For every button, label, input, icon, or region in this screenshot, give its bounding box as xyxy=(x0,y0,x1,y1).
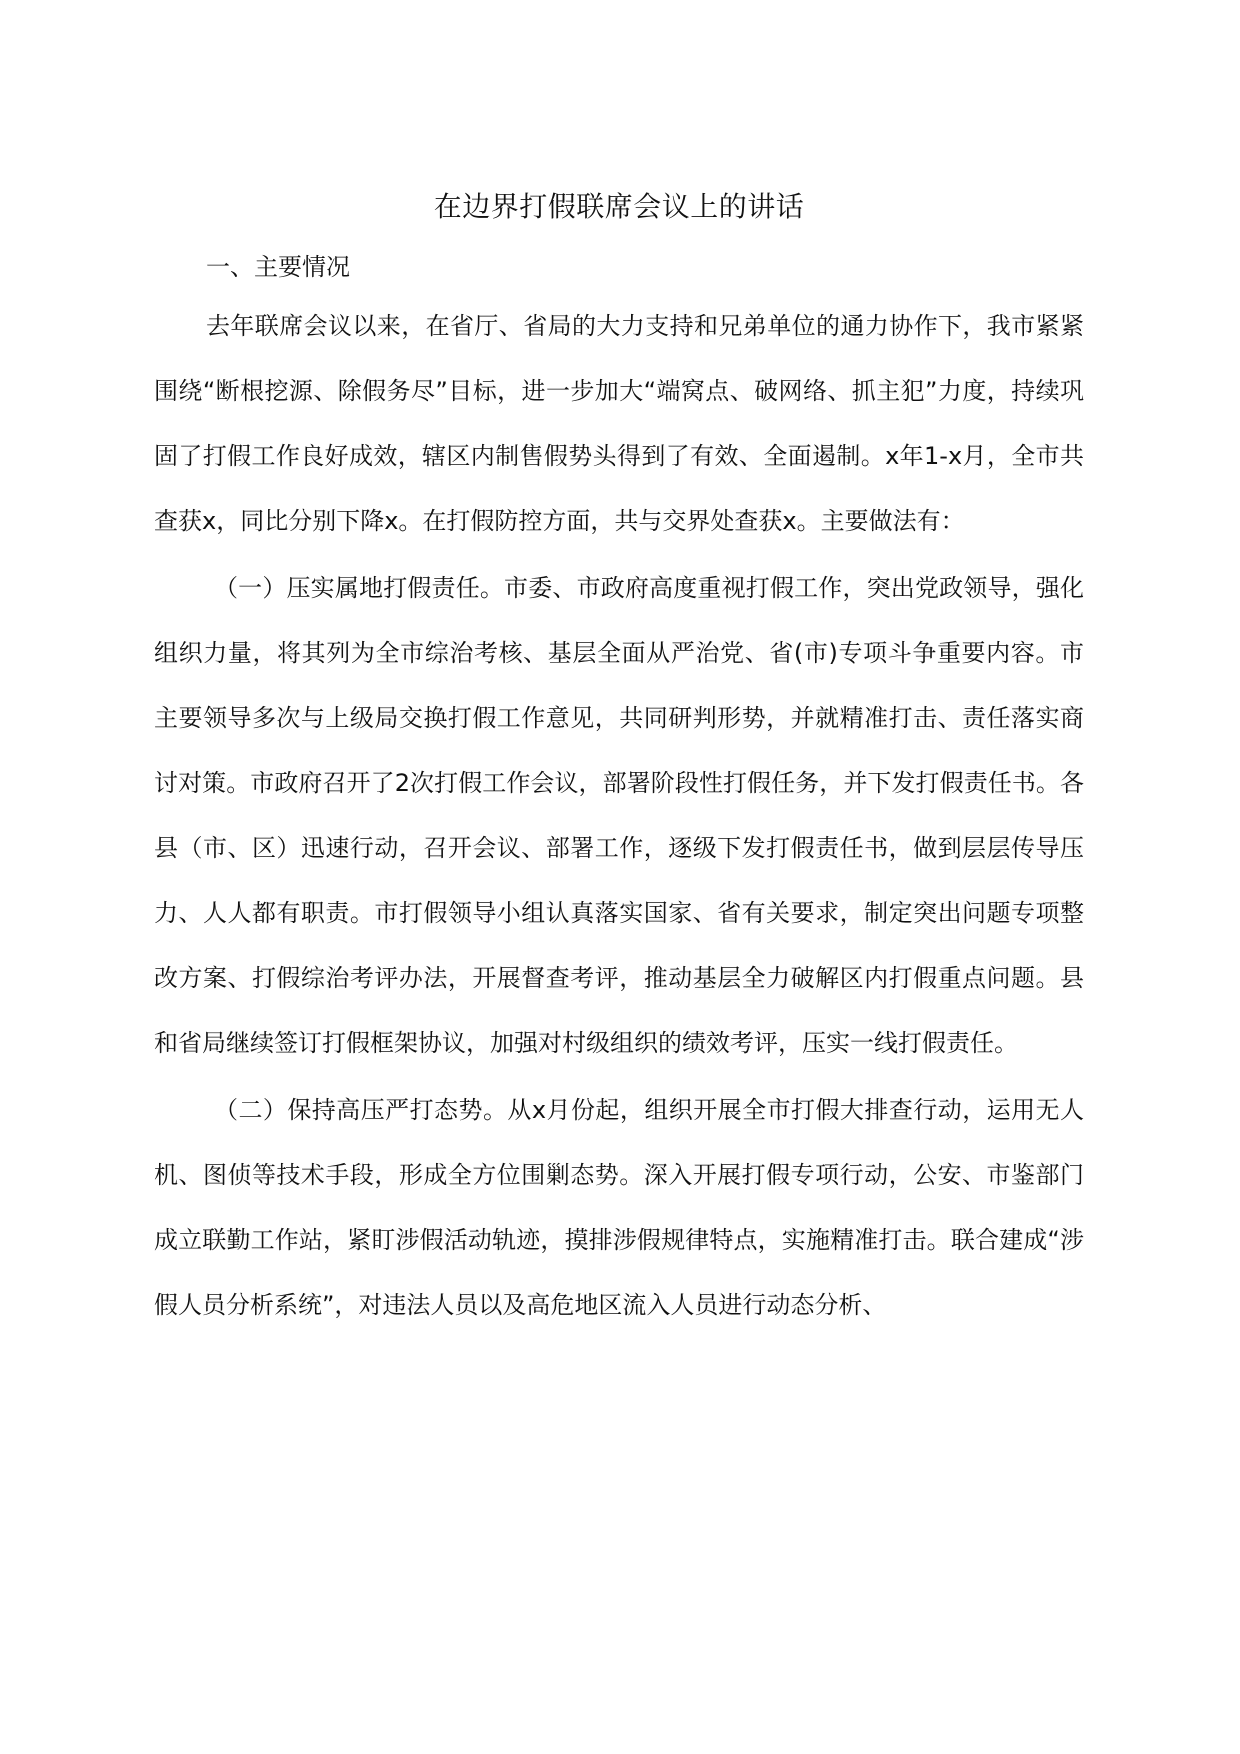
document-title: 在边界打假联席会议上的讲话 xyxy=(433,190,805,223)
document-body xyxy=(154,190,1084,1340)
intro-paragraph: 去年联席会议以来，在省厅、省局的大力支持和兄弟单位的通力协作下，我市紧紧围绕“断根挖源、除假务尽”目标，进一步加大“端窝点、破网络、抓主犯”力度，持续巩固了打假工作良好成效，辖区内制售假势头得到了有效、全面遏制。x年1-x月，全市共查获x，同比分别下降x。在打假防控方面，共与交界处查获x。主要做法有： xyxy=(154,312,1084,535)
section-heading: 一、主要情况 xyxy=(206,253,350,281)
subsection-paragraph-1: （一）压实属地打假责任。市委、市政府高度重视打假工作，突出党政领导，强化组织力量，将其列为全市综治考核、基层全面从严治党、省(市)专项斗争重要内容。市主要领导多次与上级局交换打假工作意见，共同研判形势，并就精准打击、责任落实商讨对策。市政府召开了2次打假工作会议，部署阶段性打假任务，并下发打假责任书。各县（市、区）迅速行动，召开会议、部署工作，逐级下发打假责任书，做到层层传导压力、人人都有职责。市打假领导小组认真落实国家、省有关要求，制定突出问题专项整改方案、打假综治考评办法，开展督查考评，推动基层全力破解区内打假重点问题。县和省局继续签订打假框架协议，加强对村级组织的绩效考评，压实一线打假责任。 xyxy=(154,574,1084,1057)
subsection-paragraph-2: （二）保持高压严打态势。从x月份起，组织开展全市打假大排查行动，运用无人机、图侦等技术手段，形成全方位围剿态势。深入开展打假专项行动，公安、市鉴部门成立联勤工作站，紧盯涉假活动轨迹，摸排涉假规律特点，实施精准打击。联合建成“涉假人员分析系统”，对违法人员以及高危地区流入人员进行动态分析、 xyxy=(154,1096,1084,1319)
